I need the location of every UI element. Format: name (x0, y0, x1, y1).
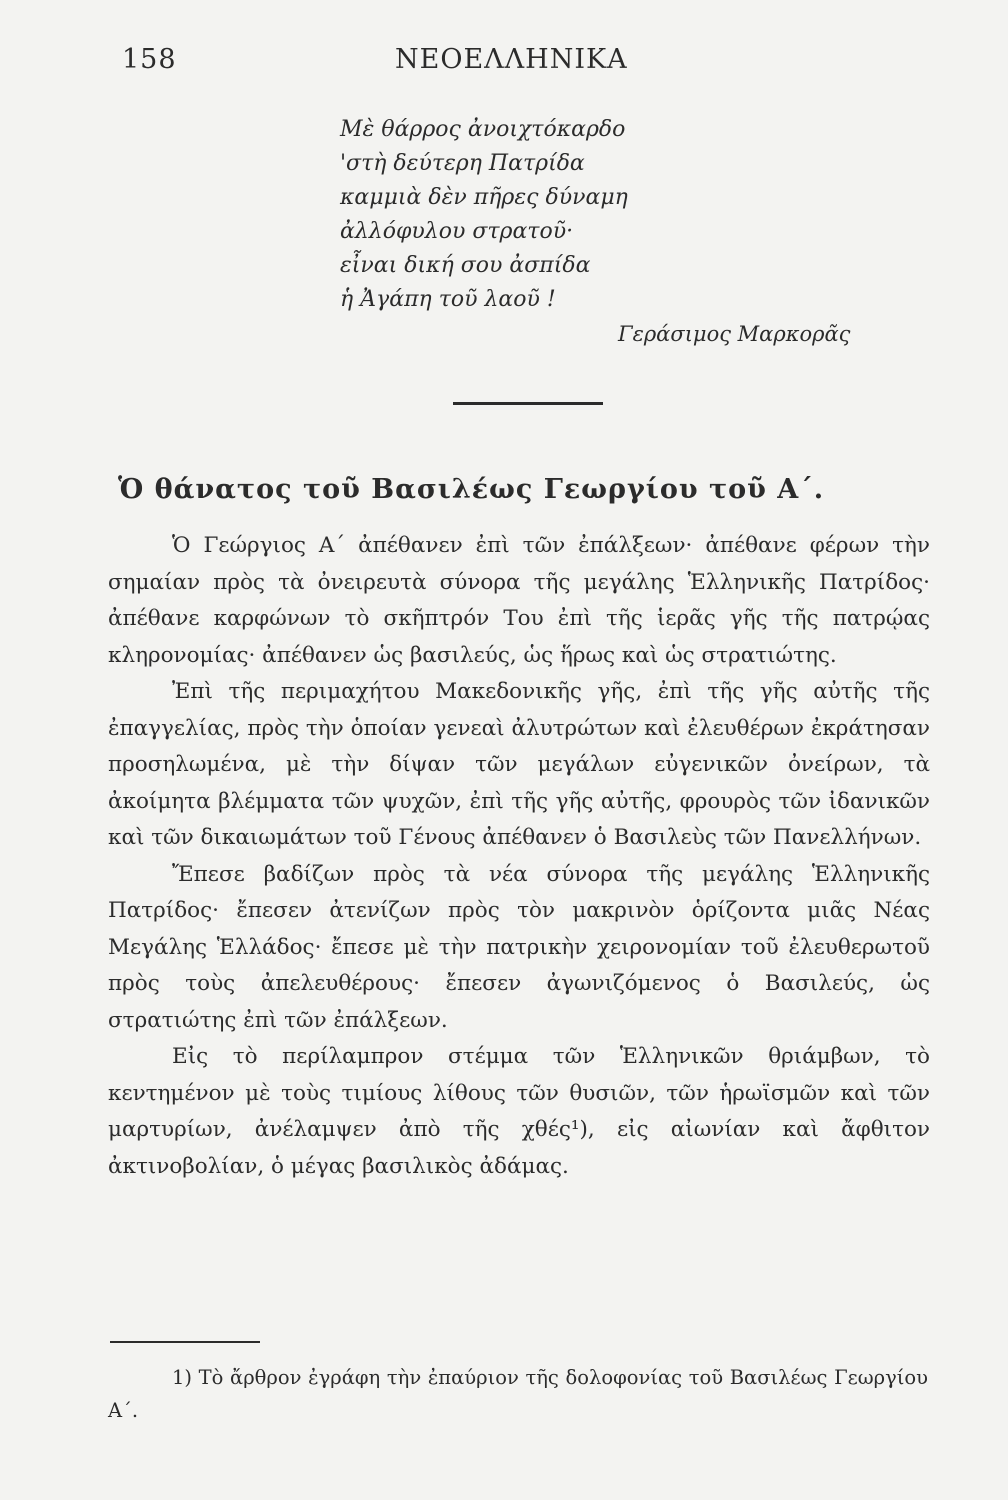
poem-author: Γεράσιμος Μαρκορᾶς (618, 322, 851, 346)
poem-line: 'στὴ δεύτερη Πατρίδα (340, 151, 585, 176)
paragraph: Εἰς τὸ περίλαμπρον στέμμα τῶν Ἑλληνικῶν θριάμβων, τὸ κεντημένον μὲ τοὺς τιμίους λίθους τῶν θυσιῶν, τῶν ἡρωϊσμῶν καὶ τῶν μαρτυρίων, ἀνέλαμψεν ἀπὸ τῆς χθές¹), εἰς αἰωνίαν καὶ ἄφθιτον ἀκτινοβολίαν, ὁ μέγας βασιλικὸς ἀδάμας. (108, 1044, 930, 1179)
article-title: Ὁ θάνατος τοῦ Βασιλέως Γεωργίου τοῦ Α΄. (118, 474, 825, 505)
running-title: ΝΕΟΕΛΛΗΝΙΚΑ (395, 44, 628, 75)
paragraph: Ἐπὶ τῆς περιμαχήτου Μακεδονικῆς γῆς, ἐπὶ τῆς γῆς αὐτῆς τῆς ἐπαγγελίας, πρὸς τὴν ὁποίαν γενεαὶ ἀλυτρώτων καὶ ἐλευθέρων ἐκράτησαν προσηλωμένα, μὲ τὴν δίψαν τῶν μεγάλων εὐγενικῶν ὀνείρων, τὰ ἀκοίμητα βλέμματα τῶν ψυχῶν, ἐπὶ τῆς γῆς αὐτῆς, φρουρὸς τῶν ἰδανικῶν καὶ τῶν δικαιωμάτων τοῦ Γένους ἀπέθανεν ὁ Βασιλεὺς τῶν Πανελλήνων. (108, 679, 930, 850)
poem-line: ἀλλόφυλου στρατοῦ· (340, 219, 574, 244)
footnote-rule (110, 1341, 260, 1343)
page-number: 158 (122, 44, 177, 75)
article-body (108, 528, 930, 1185)
poem-line: Μὲ θάρρος ἀνοιχτόκαρδο (340, 117, 626, 142)
poem-line: εἶναι δική σου ἀσπίδα (340, 253, 591, 278)
poem-stanza (340, 113, 900, 317)
poem-line: καμμιὰ δὲν πῆρες δύναμη (340, 185, 628, 210)
section-separator (453, 402, 603, 405)
poem-line: ἡ Ἀγάπη τοῦ λαοῦ ! (340, 287, 556, 312)
footnote: 1) Τὸ ἄρθρον ἐγράφη τὴν ἐπαύριον τῆς δολοφονίας τοῦ Βασιλέως Γεωργίου Α΄. (108, 1366, 928, 1422)
paragraph: Ὁ Γεώργιος Α΄ ἀπέθανεν ἐπὶ τῶν ἐπάλξεων· ἀπέθανε φέρων τὴν σημαίαν πρὸς τὰ ὀνειρευτὰ σύνορα τῆς μεγάλης Ἑλληνικῆς Πατρίδος· ἀπέθανε καρφώνων τὸ σκῆπτρόν Του ἐπὶ τῆς ἱερᾶς γῆς τῆς πατρῴας κληρονομίας· ἀπέθανεν ὡς βασιλεύς, ὡς ἥρως καὶ ὡς στρατιώτης. (108, 533, 930, 668)
paragraph: Ἔπεσε βαδίζων πρὸς τὰ νέα σύνορα τῆς μεγάλης Ἑλληνικῆς Πατρίδος· ἔπεσεν ἀτενίζων πρὸς τὸν μακρινὸν ὁρίζοντα μιᾶς Νέας Μεγάλης Ἑλλάδος· ἔπεσε μὲ τὴν πατρικὴν χειρονομίαν τοῦ ἐλευθερωτοῦ πρὸς τοὺς ἀπελευθέρους· ἔπεσεν ἀγωνιζόμενος ὁ Βασιλεύς, ὡς στρατιώτης ἐπὶ τῶν ἐπάλξεων. (108, 861, 930, 1033)
